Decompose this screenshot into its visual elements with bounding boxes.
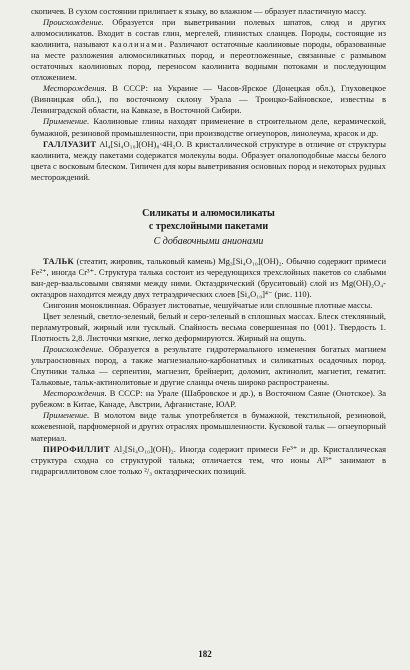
talc-intro-text: (стеатит, жировик, тальковый камень) Mg₃[Si₄O₁₀](OH)₂. Обычно содержит примеси Fe²⁺, иногда Cr³⁺. Структура талька состоит из чередующихся трехслойных пакетов со слабыми ван-дер-ваальсовыми связями между ними. Октаэдрический (бруситовый) слой из Mg(OH)₂O₄-октаэдров находится между двух тетраэдрических слоев [Si₄O₁₀]⁴⁻ (рис. 110). [31,255,386,299]
talc-origin-text: Образуется в результате гидротермального изменения богатых магнием ультраосновных пород, а также магнезиально-карбонатных и силикатных осадочных пород. Спутники талька — серпентин, магнезит, брейнерит, доломит, актинолит, магнетит, гематит. Тальковые, тальк-актинолитовые и другие сланцы очень широко распространены. [31,344,386,388]
kaolinite-deposits-text: В СССР: на Украине — Часов-Ярское (Донецкая обл.), Глуховецкое (Винницкая обл.), по восточному склону Урала — Троицко-Байновское, известны в Ленинградской области, на Кавказе, в Восточной Сибири. [31,83,386,116]
talc-origin-label: Происхождение. [43,344,104,355]
halloysite-text: В кристаллической структуре в отличие от структуры каолинита, между пакетами содержатся молекулы воды. Образует опалоподобные массы белого цвета с восковым блеском. Типичен для коры выветривания основных пород и некоторых рудных месторождений. [31,138,387,182]
talc-deposits-paragraph [31,388,386,410]
halloysite-name: ГАЛЛУАЗИТ [43,138,97,149]
text-column [31,6,386,477]
kaolinite-deposits-label: Месторождения. [43,83,107,94]
kaolin-term: каолинами [112,39,164,50]
talc-use-paragraph [31,410,386,443]
talc-use-label: Применение. [43,410,90,421]
talc-name: ТАЛЬК [43,255,75,266]
talc-syngony-paragraph: Сингония моноклинная. Образует листоватые, чешуйчатые или сплошные плотные массы. [43,299,373,310]
halloysite-formula: Al₄[Si₄O₁₀](OH)₈·4H₂O. [99,138,184,149]
pyrophyllite-name: ПИРОФИЛЛИТ [43,443,110,454]
kaolinite-origin-paragraph [31,17,386,83]
section-spacer [31,183,386,207]
section-title-line1: Силикаты и алюмосиликаты [142,207,275,219]
kaolinite-use-label: Применение. [43,116,90,127]
kaolinite-deposits-paragraph [31,83,386,116]
kaolinite-use-text: Каолиновые глины находят применение в строительном деле, керамической, бумажной, резиновой промышленности, при производстве огнеупоров, линолеума, красок и др. [31,116,387,138]
section-subtitle: С добавочными анионами [153,235,264,247]
talc-deposits-label: Месторождения. [43,388,107,399]
pyrophyllite-text: Al₂[Si₄O₁₀](OH)₂. Иногда содержит примеси Fe³⁺ и др. Кристаллическая структура сходна со структурой талька; отличается тем, что ионы Al³⁺ занимают в гидраргиллитовом слое только ²/₃ октаэдрических позиций. [31,443,386,476]
kaolinite-origin-label: Происхождение. [43,17,104,28]
kaolinite-origin-text-cont: . Различают остаточные каолиновые породы, образованные на месте разложения алюмосиликатных пород, и переотложенные, связанные с размывом остаточных каолиновых пород, переносом каолинита водными потоками и последующим отложением. [31,39,386,83]
talc-intro-paragraph [31,256,386,300]
section-title-line2: с трехслойными пакетами [148,220,269,232]
talc-use-text: В молотом виде тальк употребляется в бумажной, текстильной, резиновой, кожевенной, парфюмерной и других отраслях промышленности. Кусковой тальк — огнеупорный материал. [31,410,387,443]
kaolinite-properties-paragraph: скопичев. В сухом состоянии прилипает к языку, во влажном — образует пластичную массу. [31,6,367,16]
kaolinite-use-paragraph [31,116,386,138]
page-number: 182 [198,649,212,659]
talc-origin-paragraph [31,344,386,388]
talc-deposits-text: В СССР: на Урале (Шабровское и др.), в Восточном Саяне (Онотское). За рубежом: в Китае, Канаде, Австрии, Афганистане, ЮАР. [31,388,386,410]
talc-color-paragraph: Цвет зеленый, светло-зеленый, белый и серо-зеленый в сплошных массах. Блеск стеклянный, перламутровый, жирный или тусклый. Спайность весьма совершенная по {001}. Твердость 1. Плотность 2,8. Листочки мягкие, легко деформируются. Жирный на ощупь. [31,310,386,344]
kaolinite-origin-text: Образуется при выветривании полевых шпатов, слюд и других алюмосиликатов. Входит в состав глин, мергелей, глинистых сланцев. Породы, состоящие из каолинита, называют [31,17,386,50]
pyrophyllite-paragraph [31,444,386,477]
halloysite-paragraph [31,139,386,183]
